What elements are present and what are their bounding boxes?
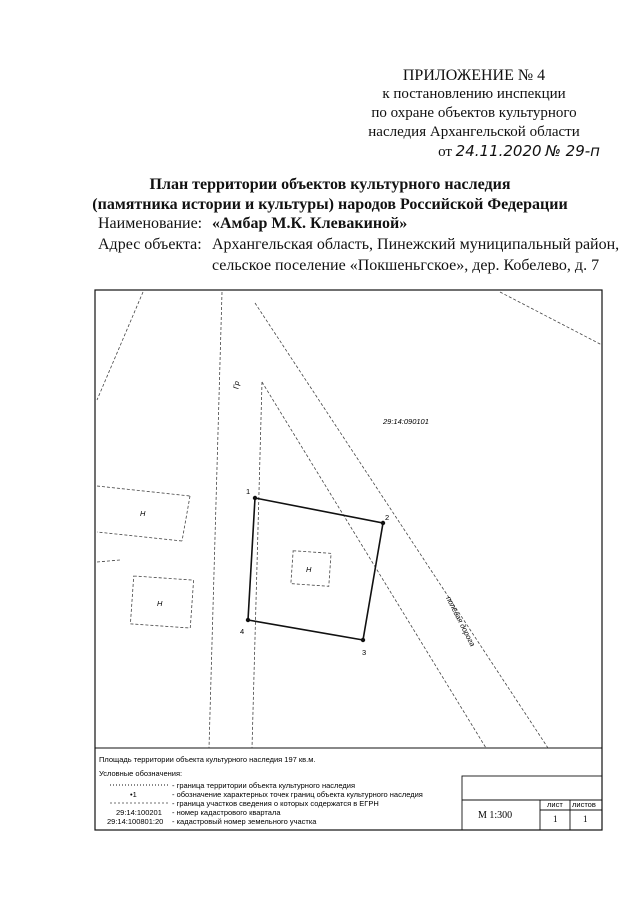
appendix-line1: к постановлению инспекции [382, 86, 566, 102]
address-line1: Архангельская область, Пинежский муниципальный район, [212, 236, 620, 253]
legend-item-4: - номер кадастрового квартала [172, 808, 281, 817]
field-road [255, 303, 548, 748]
legend-item-5: - кадастровый номер земельного участка [172, 817, 317, 826]
field-road-label: полевая дорога [444, 594, 478, 648]
boundary-points [246, 496, 385, 642]
number-handwritten: № 29-п [545, 142, 600, 160]
title-line1: План территории объектов культурного наследия [149, 176, 511, 193]
appendix-line2: по охране объектов культурного [371, 105, 577, 121]
point-1-label: 1 [246, 487, 251, 496]
appendix-number: ПРИЛОЖЕНИЕ № 4 [402, 67, 546, 84]
sheet-header: лист [547, 800, 563, 809]
name-label: Наименование: [98, 215, 203, 232]
point-2-label: 2 [385, 513, 390, 522]
address-line2: сельское поселение «Покшеньгское», дер. Кобелево, д. 7 [212, 257, 600, 274]
point-4-label: 4 [240, 627, 245, 636]
heritage-territory-boundary [248, 498, 383, 640]
scale-label: М 1:300 [478, 810, 513, 821]
legend-item-1: - граница территории объекта культурного наследия [172, 781, 356, 790]
legend-symbol-point: •1 [130, 790, 137, 799]
legend-item-2: - обозначение характерных точек границ объекта культурного наследия [172, 790, 423, 799]
left-building-label-1: Н [140, 509, 146, 518]
left-building-label-2: Н [157, 599, 163, 608]
sheets-total: 1 [583, 814, 588, 824]
sheet-number: 1 [553, 814, 558, 824]
legend-item-3: - граница участков сведения о которых содержатся в ЕГРН [172, 799, 379, 808]
sheets-header: листов [572, 800, 596, 809]
boundary-top-left [97, 292, 143, 400]
legend-symbol-quarter: 29:14:100201 [116, 808, 162, 817]
plan-frame [95, 290, 602, 830]
left-parcels [97, 486, 194, 628]
gr-label: Гр [231, 380, 242, 390]
barn-building-label: Н [306, 565, 312, 574]
date-handwritten: 24.11.2020 [455, 142, 542, 160]
legend-title: Условные обозначения: [99, 769, 183, 778]
boundary-top-right [500, 292, 602, 345]
title-line2: (памятника истории и культуры) народов Российской Федерации [92, 196, 568, 213]
name-value: «Амбар М.К. Клевакиной» [212, 215, 408, 232]
legend-symbol-parcel: 29:14:100801:20 [107, 817, 164, 826]
quarter-number: 29:14:090101 [383, 417, 429, 426]
from-label: от [438, 144, 452, 160]
address-label: Адрес объекта: [98, 236, 202, 253]
area-text: Площадь территории объекта культурного наследия 197 кв.м. [99, 755, 316, 764]
appendix-line3: наследия Архангельской области [368, 124, 580, 140]
point-3-label: 3 [362, 648, 367, 657]
